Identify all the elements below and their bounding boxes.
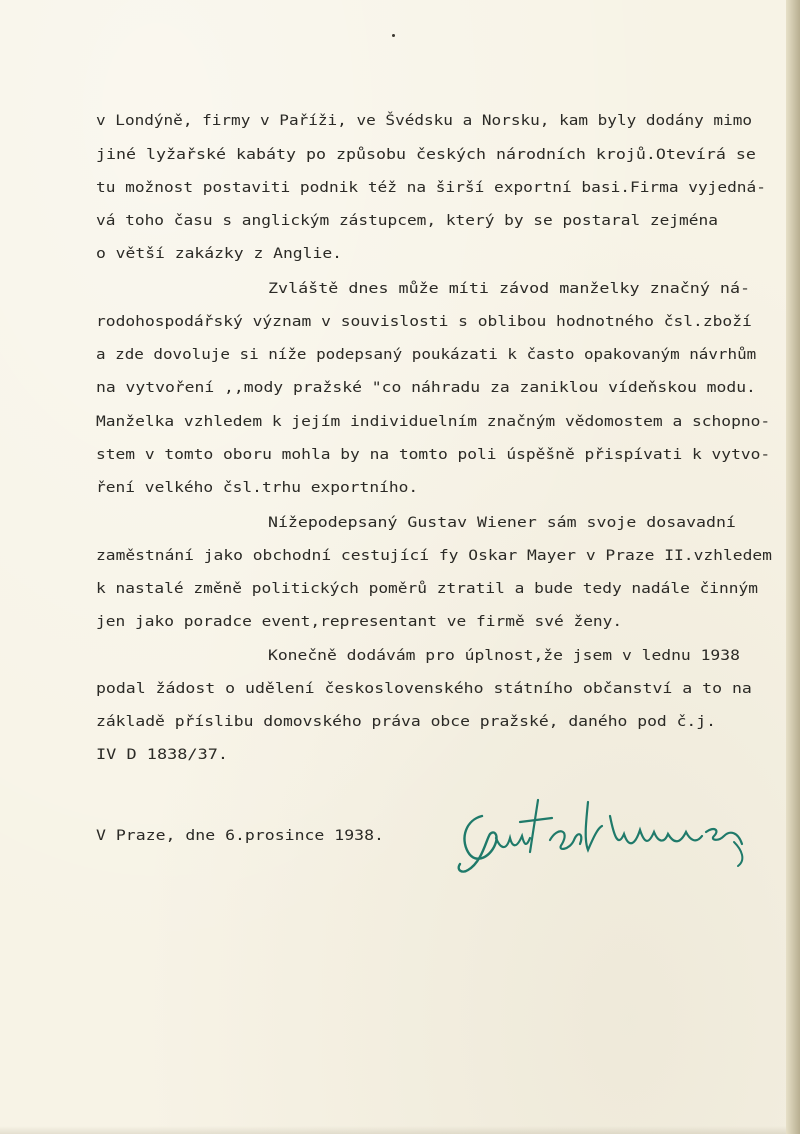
text-line-10: Manželka vzhledem k jejím individuelním značným vědomostem a schopno-: [96, 413, 771, 430]
text-line-1: v Londýně, firmy v Paříži, ve Švédsku a Norsku, kam byly dodány mimo: [96, 112, 753, 129]
text-line-7: rodohospodářský význam v souvislosti s oblibou hodnotného čsl.zboží: [96, 313, 752, 330]
paper-speck: [392, 34, 395, 37]
text-line-13: Nížepodepsaný Gustav Wiener sám svoje dosavadní: [268, 514, 736, 531]
text-line-2: jiné lyžařské kabáty po způsobu českých národních krojů.Otevírá se: [96, 146, 756, 163]
text-line-12: ření velkého čsl.trhu exportního.: [96, 479, 419, 496]
text-line-14: zaměstnání jako obchodní cestující fy Oskar Mayer v Praze II.vzhledem: [96, 547, 772, 564]
text-line-17: Konečně dodávám pro úplnost,že jsem v lednu 1938: [268, 647, 740, 664]
text-line-18: podal žádost o udělení československého státního občanství a to na: [96, 680, 752, 697]
text-line-8: a zde dovoluje si níže podepsaný poukázati k často opakovaným návrhům: [96, 346, 757, 363]
text-line-16: jen jako poradce event,representant ve firmě své ženy.: [96, 613, 623, 630]
text-line-11: stem v tomto oboru mohla by na tomto poli úspěšně přispívati k vytvo-: [96, 446, 771, 463]
text-line-20: IV D 1838/37.: [96, 746, 229, 763]
text-line-5: o větší zakázky z Anglie.: [96, 245, 343, 262]
text-line-15: k nastalé změně politických poměrů ztratil a bude tedy nadále činným: [96, 580, 758, 597]
page-bottom-shadow: [0, 1126, 786, 1134]
text-line-3: tu možnost postaviti podnik též na širší exportní basi.Firma vyjedná-: [96, 179, 766, 196]
text-line-9: na vytvoření ,,mody pražské "co náhradu za zaniklou vídeňskou modu.: [96, 379, 756, 396]
page-edge: [786, 0, 800, 1134]
text-line-4: vá toho času s anglickým zástupcem, který by se postaral zejména: [96, 212, 718, 229]
text-line-19: základě příslibu domovského práva obce pražské, daného pod č.j.: [96, 713, 716, 730]
text-line-6: Zvláště dnes může míti závod manželky značný ná-: [268, 280, 751, 297]
date-line: V Praze, dne 6.prosince 1938.: [96, 827, 384, 844]
handwritten-signature: [452, 786, 752, 876]
